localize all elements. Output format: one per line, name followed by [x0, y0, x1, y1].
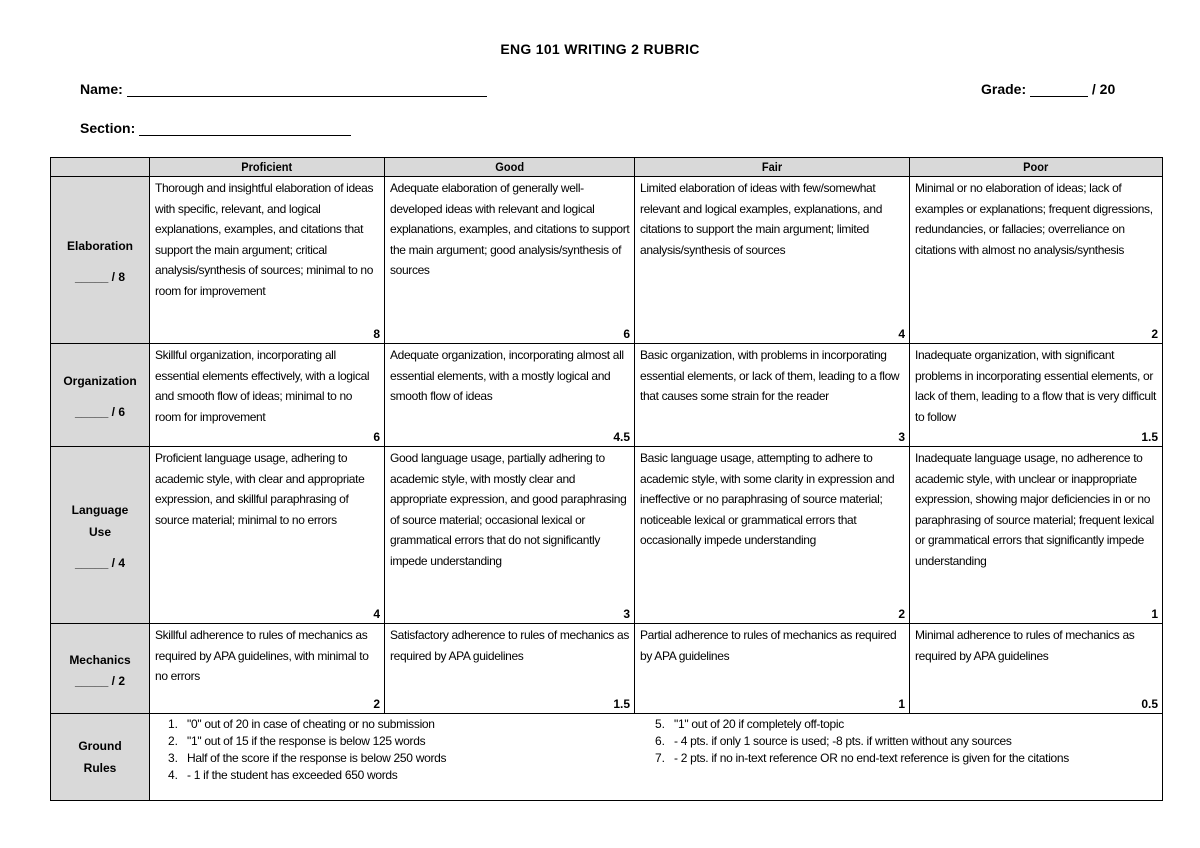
- score-value: 0.5: [1141, 697, 1158, 711]
- row-label: Elaboration: [66, 239, 133, 253]
- row-points-blank: _____ / 2: [74, 673, 126, 688]
- criterion-cell: Inadequate language usage, no adherence to academic style, with unclear or inappropriate expression, showing major deficiencies in or no paraphrasing of source material; frequent lexical or grammatical errors that significantly impede understanding 1: [910, 447, 1163, 624]
- ground-rules-list-right: [637, 716, 1069, 767]
- criterion-cell: Inadequate organization, with significant problems in incorporating essential elements, or lack of them, leading to a flow that is very difficult to follow 1.5: [910, 344, 1163, 447]
- score-value: 4.5: [613, 430, 630, 444]
- rubric-row-elaboration: [51, 177, 1163, 344]
- criterion-cell: Basic organization, with problems in incorporating essential elements, or lack of them, leading to a flow that causes some strain for the reader 3: [635, 344, 910, 447]
- score-value: 6: [373, 430, 380, 444]
- criterion-cell: Skillful organization, incorporating all essential elements effectively, with a logical and smooth flow of ideas; minimal to no room for improvement 6: [150, 344, 385, 447]
- ground-rules-list-left: [150, 716, 446, 784]
- row-label: Organization: [63, 374, 137, 388]
- rubric-row-mechanics: [51, 624, 1163, 714]
- score-value: 8: [373, 327, 380, 341]
- rubric-row-language-use: [51, 447, 1163, 624]
- row-header-language-use: [51, 447, 150, 624]
- score-value: 1: [1151, 607, 1158, 621]
- criterion-cell: Good language usage, partially adhering to academic style, with mostly clear and appropriate expression, and good paraphrasing of source material; occasional lexical or grammatical errors that do not significantly impede understanding 3: [385, 447, 635, 624]
- row-label: Mechanics: [69, 652, 131, 667]
- name-blank-line: [127, 82, 487, 97]
- ground-rules-row: [51, 714, 1163, 801]
- score-value: 1.5: [1141, 430, 1158, 444]
- grade-blank-line: [1030, 82, 1088, 97]
- criterion-cell: Minimal or no elaboration of ideas; lack of examples or explanations; frequent digressions, redundancies, or fallacies; overreliance on citations with almost no analysis/synthesis 2: [910, 177, 1163, 344]
- row-header-mechanics: [51, 624, 150, 714]
- name-field[interactable]: [80, 81, 487, 97]
- ground-rules-cell: [150, 714, 1163, 801]
- column-header-poor: Poor: [910, 158, 1163, 177]
- criterion-cell: Proficient language usage, adhering to academic style, with clear and appropriate expression, and skillful paraphrasing of source material; minimal to no errors 4: [150, 447, 385, 624]
- rubric-table: [50, 157, 1163, 801]
- criterion-cell: Skillful adherence to rules of mechanics as required by APA guidelines, with minimal to no errors 2: [150, 624, 385, 714]
- list-item: 1. "0" out of 20 in case of cheating or no submission: [167, 717, 435, 731]
- corner-cell: [51, 158, 150, 177]
- criterion-cell: Satisfactory adherence to rules of mechanics as required by APA guidelines 1.5: [385, 624, 635, 714]
- row-header-elaboration: [51, 177, 150, 344]
- row-header-organization: [51, 344, 150, 447]
- row-header-ground-rules: [51, 714, 150, 801]
- criterion-cell: Adequate organization, incorporating almost all essential elements, with a mostly logical and smooth flow of ideas 4.5: [385, 344, 635, 447]
- column-header-proficient: Proficient: [150, 158, 385, 177]
- score-value: 4: [898, 327, 905, 341]
- criterion-cell: Thorough and insightful elaboration of ideas with specific, relevant, and logical explanations, examples, and citations that support the main argument; critical analysis/synthesis of sources; minimal to no room for improvement 8: [150, 177, 385, 344]
- table-header-row: [51, 158, 1163, 177]
- row-label: Language Use: [71, 503, 129, 539]
- score-value: 2: [898, 607, 905, 621]
- column-header-good: Good: [385, 158, 635, 177]
- score-value: 2: [1151, 327, 1158, 341]
- list-item: 6. - 4 pts. if only 1 source is used; -8 pts. if written without any sources: [654, 734, 1012, 748]
- criterion-cell: Partial adherence to rules of mechanics as required by APA guidelines 1: [635, 624, 910, 714]
- list-item: 3. Half of the score if the response is below 250 words: [167, 751, 447, 765]
- list-item: 7. - 2 pts. if no in-text reference OR no end-text reference is given for the citations: [654, 751, 1070, 765]
- section-field[interactable]: [80, 120, 351, 136]
- row-label: Ground Rules: [78, 739, 122, 775]
- score-value: 2: [373, 697, 380, 711]
- section-label: Section:: [80, 120, 136, 136]
- grade-total: / 20: [1091, 81, 1116, 97]
- list-item: 2. "1" out of 15 if the response is below 125 words: [167, 734, 426, 748]
- section-blank-line: [139, 121, 351, 136]
- list-item: 4. - 1 if the student has exceeded 650 words: [167, 768, 398, 782]
- grade-label: Grade:: [981, 81, 1027, 97]
- criterion-cell: Minimal adherence to rules of mechanics as required by APA guidelines 0.5: [910, 624, 1163, 714]
- list-item: 5. "1" out of 20 if completely off-topic: [654, 717, 844, 731]
- score-value: 3: [898, 430, 905, 444]
- grade-field[interactable]: [981, 81, 1115, 97]
- document-title: ENG 101 WRITING 2 RUBRIC: [500, 41, 700, 57]
- score-value: 4: [373, 607, 380, 621]
- column-header-fair: Fair: [635, 158, 910, 177]
- row-points-blank: _____ / 6: [74, 405, 126, 419]
- score-value: 1.5: [613, 697, 630, 711]
- row-points-blank: _____ / 8: [74, 270, 126, 284]
- criterion-cell: Basic language usage, attempting to adhere to academic style, with some clarity in expression and ineffective or no paraphrasing of source material; noticeable lexical or grammatical errors that occasionally impede understanding 2: [635, 447, 910, 624]
- score-value: 6: [623, 327, 630, 341]
- criterion-cell: Limited elaboration of ideas with few/somewhat relevant and logical examples, explanations, and citations to support the main argument; limited analysis/synthesis of sources 4: [635, 177, 910, 344]
- criterion-cell: Adequate elaboration of generally well-developed ideas with relevant and logical explanations, examples, and citations to support the main argument; good analysis/synthesis of sources 6: [385, 177, 635, 344]
- rubric-row-organization: [51, 344, 1163, 447]
- name-label: Name:: [80, 81, 123, 97]
- row-points-blank: _____ / 4: [74, 556, 126, 570]
- score-value: 1: [898, 697, 905, 711]
- score-value: 3: [623, 607, 630, 621]
